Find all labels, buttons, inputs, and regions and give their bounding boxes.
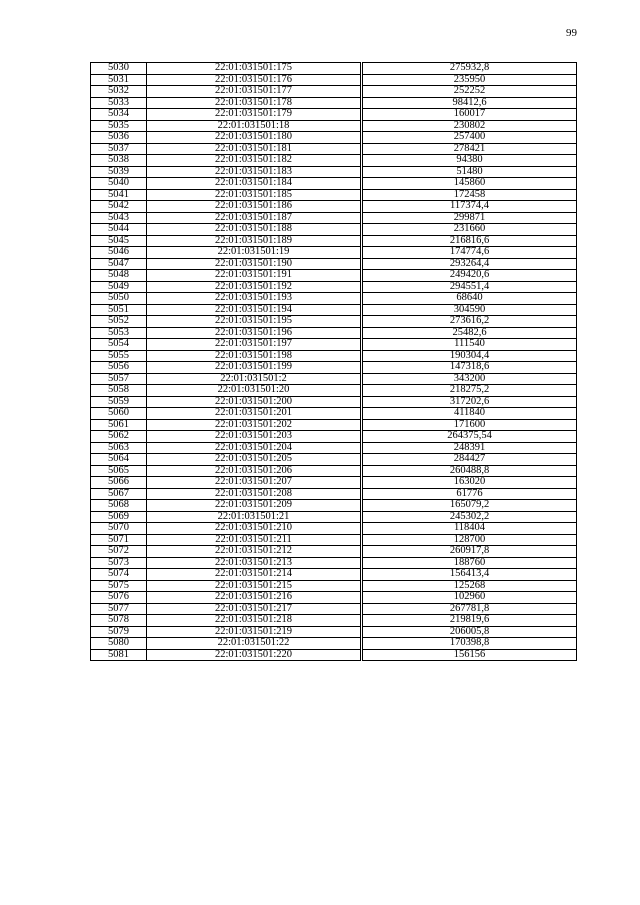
row-number-cell: 5075: [91, 580, 147, 592]
value-cell: 260488,8: [362, 465, 577, 477]
cadastral-number-cell: 22:01:031501:206: [147, 465, 362, 477]
cadastral-number-cell: 22:01:031501:194: [147, 304, 362, 316]
value-cell: 172458: [362, 189, 577, 201]
table-row: [91, 350, 577, 362]
cadastral-number-cell: 22:01:031501:19: [147, 247, 362, 259]
table-row: [91, 212, 577, 224]
table-row: [91, 281, 577, 293]
row-number-cell: 5071: [91, 534, 147, 546]
value-cell: 147318,6: [362, 362, 577, 374]
value-cell: 219819,6: [362, 615, 577, 627]
value-cell: 411840: [362, 408, 577, 420]
row-number-cell: 5074: [91, 569, 147, 581]
table-row: [91, 649, 577, 661]
cadastral-number-cell: 22:01:031501:203: [147, 431, 362, 443]
cadastral-number-cell: 22:01:031501:193: [147, 293, 362, 305]
table-row: [91, 465, 577, 477]
value-cell: 61776: [362, 488, 577, 500]
row-number-cell: 5037: [91, 143, 147, 155]
value-cell: 293264,4: [362, 258, 577, 270]
value-cell: 188760: [362, 557, 577, 569]
cadastral-number-cell: 22:01:031501:192: [147, 281, 362, 293]
table-row: [91, 235, 577, 247]
table-row: [91, 270, 577, 282]
table-row: [91, 477, 577, 489]
row-number-cell: 5043: [91, 212, 147, 224]
cadastral-number-cell: 22:01:031501:186: [147, 201, 362, 213]
table-row: [91, 511, 577, 523]
table-row: [91, 557, 577, 569]
value-cell: 117374,4: [362, 201, 577, 213]
cadastral-number-cell: 22:01:031501:197: [147, 339, 362, 351]
value-cell: 231660: [362, 224, 577, 236]
cadastral-number-cell: 22:01:031501:218: [147, 615, 362, 627]
cadastral-number-cell: 22:01:031501:187: [147, 212, 362, 224]
table-row: [91, 224, 577, 236]
row-number-cell: 5047: [91, 258, 147, 270]
table-row: [91, 362, 577, 374]
row-number-cell: 5059: [91, 396, 147, 408]
row-number-cell: 5031: [91, 74, 147, 86]
row-number-cell: 5042: [91, 201, 147, 213]
value-cell: 163020: [362, 477, 577, 489]
row-number-cell: 5045: [91, 235, 147, 247]
value-cell: 294551,4: [362, 281, 577, 293]
row-number-cell: 5068: [91, 500, 147, 512]
cadastral-number-cell: 22:01:031501:207: [147, 477, 362, 489]
row-number-cell: 5055: [91, 350, 147, 362]
value-cell: 275932,8: [362, 63, 577, 75]
cadastral-number-cell: 22:01:031501:198: [147, 350, 362, 362]
value-cell: 51480: [362, 166, 577, 178]
row-number-cell: 5077: [91, 603, 147, 615]
value-cell: 343200: [362, 373, 577, 385]
cadastral-number-cell: 22:01:031501:214: [147, 569, 362, 581]
row-number-cell: 5080: [91, 638, 147, 650]
table-row: [91, 97, 577, 109]
cadastral-number-cell: 22:01:031501:181: [147, 143, 362, 155]
value-cell: 252252: [362, 86, 577, 98]
value-cell: 248391: [362, 442, 577, 454]
value-cell: 304590: [362, 304, 577, 316]
row-number-cell: 5048: [91, 270, 147, 282]
table-row: [91, 166, 577, 178]
cadastral-number-cell: 22:01:031501:200: [147, 396, 362, 408]
row-number-cell: 5041: [91, 189, 147, 201]
value-cell: 206005,8: [362, 626, 577, 638]
cadastral-number-cell: 22:01:031501:177: [147, 86, 362, 98]
cadastral-number-cell: 22:01:031501:204: [147, 442, 362, 454]
row-number-cell: 5054: [91, 339, 147, 351]
cadastral-number-cell: 22:01:031501:2: [147, 373, 362, 385]
value-cell: 218275,2: [362, 385, 577, 397]
row-number-cell: 5066: [91, 477, 147, 489]
cadastral-value-table: [90, 62, 577, 661]
value-cell: 230802: [362, 120, 577, 132]
row-number-cell: 5046: [91, 247, 147, 259]
value-cell: 118404: [362, 523, 577, 535]
value-cell: 68640: [362, 293, 577, 305]
table-row: [91, 626, 577, 638]
row-number-cell: 5064: [91, 454, 147, 466]
row-number-cell: 5058: [91, 385, 147, 397]
table-row: [91, 488, 577, 500]
cadastral-number-cell: 22:01:031501:219: [147, 626, 362, 638]
value-cell: 160017: [362, 109, 577, 121]
table-row: [91, 419, 577, 431]
table-row: [91, 454, 577, 466]
row-number-cell: 5061: [91, 419, 147, 431]
cadastral-number-cell: 22:01:031501:191: [147, 270, 362, 282]
value-cell: 257400: [362, 132, 577, 144]
cadastral-number-cell: 22:01:031501:195: [147, 316, 362, 328]
cadastral-number-cell: 22:01:031501:18: [147, 120, 362, 132]
value-cell: 267781,8: [362, 603, 577, 615]
cadastral-number-cell: 22:01:031501:205: [147, 454, 362, 466]
row-number-cell: 5035: [91, 120, 147, 132]
value-cell: 125268: [362, 580, 577, 592]
value-cell: 145860: [362, 178, 577, 190]
row-number-cell: 5069: [91, 511, 147, 523]
table-row: [91, 569, 577, 581]
row-number-cell: 5062: [91, 431, 147, 443]
row-number-cell: 5070: [91, 523, 147, 535]
table-row: [91, 638, 577, 650]
cadastral-number-cell: 22:01:031501:217: [147, 603, 362, 615]
table-row: [91, 431, 577, 443]
row-number-cell: 5078: [91, 615, 147, 627]
value-cell: 111540: [362, 339, 577, 351]
value-cell: 190304,4: [362, 350, 577, 362]
table-row: [91, 74, 577, 86]
row-number-cell: 5034: [91, 109, 147, 121]
cadastral-number-cell: 22:01:031501:183: [147, 166, 362, 178]
value-cell: 156156: [362, 649, 577, 661]
table-row: [91, 109, 577, 121]
cadastral-number-cell: 22:01:031501:178: [147, 97, 362, 109]
cadastral-number-cell: 22:01:031501:202: [147, 419, 362, 431]
row-number-cell: 5065: [91, 465, 147, 477]
table-row: [91, 178, 577, 190]
row-number-cell: 5060: [91, 408, 147, 420]
value-cell: 249420,6: [362, 270, 577, 282]
row-number-cell: 5057: [91, 373, 147, 385]
table-row: [91, 339, 577, 351]
table-row: [91, 86, 577, 98]
cadastral-number-cell: 22:01:031501:176: [147, 74, 362, 86]
table-row: [91, 120, 577, 132]
cadastral-number-cell: 22:01:031501:220: [147, 649, 362, 661]
row-number-cell: 5033: [91, 97, 147, 109]
cadastral-number-cell: 22:01:031501:196: [147, 327, 362, 339]
row-number-cell: 5039: [91, 166, 147, 178]
cadastral-number-cell: 22:01:031501:22: [147, 638, 362, 650]
table-body: [91, 63, 577, 661]
cadastral-number-cell: 22:01:031501:182: [147, 155, 362, 167]
row-number-cell: 5072: [91, 546, 147, 558]
value-cell: 156413,4: [362, 569, 577, 581]
table-row: [91, 373, 577, 385]
cadastral-number-cell: 22:01:031501:184: [147, 178, 362, 190]
value-cell: 25482,6: [362, 327, 577, 339]
cadastral-number-cell: 22:01:031501:190: [147, 258, 362, 270]
cadastral-number-cell: 22:01:031501:20: [147, 385, 362, 397]
value-cell: 94380: [362, 155, 577, 167]
table-row: [91, 442, 577, 454]
value-cell: 174774,6: [362, 247, 577, 259]
value-cell: 98412,6: [362, 97, 577, 109]
table-row: [91, 143, 577, 155]
table-row: [91, 546, 577, 558]
row-number-cell: 5038: [91, 155, 147, 167]
table-row: [91, 316, 577, 328]
cadastral-number-cell: 22:01:031501:211: [147, 534, 362, 546]
table-row: [91, 63, 577, 75]
value-cell: 245302,2: [362, 511, 577, 523]
row-number-cell: 5044: [91, 224, 147, 236]
cadastral-number-cell: 22:01:031501:185: [147, 189, 362, 201]
table-row: [91, 304, 577, 316]
table-row: [91, 603, 577, 615]
row-number-cell: 5036: [91, 132, 147, 144]
table-row: [91, 615, 577, 627]
table-row: [91, 327, 577, 339]
table-row: [91, 155, 577, 167]
cadastral-number-cell: 22:01:031501:21: [147, 511, 362, 523]
table-row: [91, 500, 577, 512]
row-number-cell: 5076: [91, 592, 147, 604]
table-row: [91, 247, 577, 259]
value-cell: 171600: [362, 419, 577, 431]
value-cell: 170398,8: [362, 638, 577, 650]
cadastral-number-cell: 22:01:031501:213: [147, 557, 362, 569]
value-cell: 165079,2: [362, 500, 577, 512]
cadastral-number-cell: 22:01:031501:212: [147, 546, 362, 558]
value-cell: 216816,6: [362, 235, 577, 247]
cadastral-number-cell: 22:01:031501:199: [147, 362, 362, 374]
cadastral-number-cell: 22:01:031501:215: [147, 580, 362, 592]
table-row: [91, 534, 577, 546]
table-row: [91, 189, 577, 201]
value-cell: 273616,2: [362, 316, 577, 328]
page-number: 99: [566, 27, 577, 39]
row-number-cell: 5052: [91, 316, 147, 328]
row-number-cell: 5030: [91, 63, 147, 75]
row-number-cell: 5051: [91, 304, 147, 316]
cadastral-number-cell: 22:01:031501:179: [147, 109, 362, 121]
table-row: [91, 408, 577, 420]
table-row: [91, 523, 577, 535]
value-cell: 102960: [362, 592, 577, 604]
cadastral-number-cell: 22:01:031501:175: [147, 63, 362, 75]
cadastral-number-cell: 22:01:031501:209: [147, 500, 362, 512]
value-cell: 278421: [362, 143, 577, 155]
table-row: [91, 132, 577, 144]
value-cell: 128700: [362, 534, 577, 546]
row-number-cell: 5081: [91, 649, 147, 661]
value-cell: 317202,6: [362, 396, 577, 408]
row-number-cell: 5063: [91, 442, 147, 454]
table-row: [91, 580, 577, 592]
row-number-cell: 5040: [91, 178, 147, 190]
row-number-cell: 5067: [91, 488, 147, 500]
table-row: [91, 592, 577, 604]
cadastral-number-cell: 22:01:031501:180: [147, 132, 362, 144]
value-cell: 260917,8: [362, 546, 577, 558]
row-number-cell: 5049: [91, 281, 147, 293]
value-cell: 299871: [362, 212, 577, 224]
cadastral-number-cell: 22:01:031501:188: [147, 224, 362, 236]
cadastral-number-cell: 22:01:031501:189: [147, 235, 362, 247]
row-number-cell: 5053: [91, 327, 147, 339]
row-number-cell: 5079: [91, 626, 147, 638]
table-row: [91, 293, 577, 305]
cadastral-number-cell: 22:01:031501:216: [147, 592, 362, 604]
table-row: [91, 258, 577, 270]
row-number-cell: 5073: [91, 557, 147, 569]
row-number-cell: 5032: [91, 86, 147, 98]
table-row: [91, 201, 577, 213]
row-number-cell: 5050: [91, 293, 147, 305]
row-number-cell: 5056: [91, 362, 147, 374]
cadastral-number-cell: 22:01:031501:201: [147, 408, 362, 420]
table-row: [91, 396, 577, 408]
cadastral-number-cell: 22:01:031501:208: [147, 488, 362, 500]
cadastral-number-cell: 22:01:031501:210: [147, 523, 362, 535]
value-cell: 235950: [362, 74, 577, 86]
value-cell: 284427: [362, 454, 577, 466]
table-row: [91, 385, 577, 397]
value-cell: 264375,54: [362, 431, 577, 443]
